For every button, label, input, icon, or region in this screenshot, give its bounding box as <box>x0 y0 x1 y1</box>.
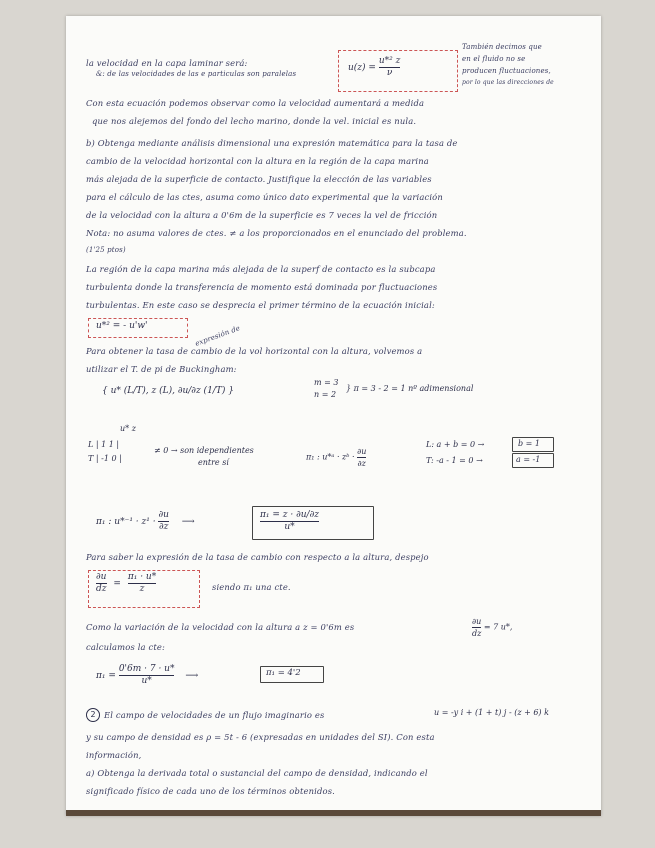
answer-line: Para saber la expresión de la tasa de cambio con respecto a la altura, despejo <box>86 552 429 562</box>
notebook-page <box>66 16 601 816</box>
frac-num: π₁ = z · ∂u/∂z <box>260 510 319 520</box>
pi-definition <box>306 446 366 469</box>
text-line: Con esta ecuación podemos observar como la velocidad aumentará a medida <box>86 98 425 108</box>
matrix-header: u* z <box>120 424 136 433</box>
frac-den: u* <box>284 522 295 532</box>
equation-velocity-laminar <box>348 56 400 79</box>
answer-line: La región de la capa marina más alejada de la superf de contacto es la subcapa <box>86 264 436 274</box>
result-a: a = -1 <box>516 455 541 464</box>
margin-note: expresión de <box>194 324 242 348</box>
answer-line: utilizar el T. de pi de Buckingham: <box>86 364 237 374</box>
frac-den: z <box>139 584 145 594</box>
question-line: para el cálculo de las ctes, asuma como único dato experimental que la variación <box>86 192 443 202</box>
result-b: b = 1 <box>518 439 540 448</box>
question-line: b) Obtenga mediante análisis dimensional una expresión matemática para la tasa de <box>86 138 458 148</box>
system-eq: T: -a - 1 = 0 → <box>426 456 483 465</box>
frac-num: ∂u <box>357 447 367 456</box>
answer-line: Para obtener la tasa de cambio de la vol horizontal con la altura, volvemos a <box>86 346 423 356</box>
system-eq: L: a + b = 0 → <box>426 440 485 449</box>
question-line: Nota: no asuma valores de ctes. ≠ a los proporcionados en el enunciado del problema. <box>86 228 467 238</box>
page-edge <box>66 810 601 816</box>
pi-fraction <box>357 446 366 469</box>
frac-den: u* <box>141 676 152 686</box>
frac-den: dz <box>96 584 107 594</box>
question-line: de la velocidad con la altura a 0'6m de la superficie es 7 veces la vel de fricción <box>86 210 438 220</box>
question-line: más alejada de la superficie de contacto. Justifique la elección de las variables <box>86 174 432 184</box>
variables-set: { u* (L/T), z (L), ∂u/∂z (1/T) } <box>102 386 234 396</box>
text-line: que nos alejemos del fondo del lecho marino, donde la vel. inicial es nula. <box>92 116 417 126</box>
eq-lhs: u(z) = <box>348 63 376 73</box>
answer-line: Como la variación de la velocidad con la altura a z = 0'6m es <box>86 622 355 632</box>
problem-line: información, <box>86 750 142 760</box>
pi-final <box>96 510 205 533</box>
calc-fraction <box>119 664 175 687</box>
pi-final-lhs: π₁ : u*⁻¹ · z¹ · <box>96 517 156 527</box>
answer-line: calculamos la cte: <box>86 642 165 652</box>
answer-line: siendo π₁ una cte. <box>212 582 291 592</box>
n-value: n = 2 <box>314 390 337 399</box>
pi-count: } π = 3 - 2 = 1 nº adimensional <box>346 384 474 393</box>
eq-denominator: ν <box>386 68 393 78</box>
frac-num: π₁ · u* <box>127 572 157 582</box>
calc-lhs: π₁ = <box>96 671 116 681</box>
m-value: m = 3 <box>314 378 339 387</box>
side-note: También decimos que <box>462 43 542 51</box>
arrow-icon: ⟶ <box>181 517 195 527</box>
dudz-inline-fraction <box>472 616 481 639</box>
text-line: la velocidad en la capa laminar será: <box>86 58 248 68</box>
frac-den: dz <box>472 629 482 638</box>
side-note: producen fluctuaciones, <box>462 67 551 75</box>
frac-num: ∂u <box>96 572 107 582</box>
eq-numerator: u*² z <box>378 56 401 66</box>
question-line: cambio de la velocidad horizontal con la altura en la región de la capa marina <box>86 156 429 166</box>
velocity-field: u = -y i + (1 + t) j - (z + 6) k <box>434 708 549 717</box>
answer-line: turbulenta donde la transferencia de momento está dominada por fluctuaciones <box>86 282 438 292</box>
problem-line: El campo de velocidades de un flujo imaginario es <box>104 710 325 720</box>
problem-line: significado físico de cada uno de los términos obtenidos. <box>86 786 335 796</box>
pi-lhs: π₁ : u*ᵃ · zᵇ · <box>306 452 355 462</box>
dudz-fraction <box>96 572 107 595</box>
matrix-row: L | 1 1 | <box>88 440 120 449</box>
pi-boxed-fraction <box>260 510 319 533</box>
determinant-note: ≠ 0 → son idependientes <box>154 446 254 455</box>
problem-number: 2 <box>86 708 100 722</box>
points-note: (1'25 ptos) <box>86 246 126 254</box>
pi-final-fraction <box>158 510 168 533</box>
dudz-inline <box>472 616 512 639</box>
answer-line: turbulentas. En este caso se desprecia el primer término de la ecuación inicial: <box>86 300 435 310</box>
dudz-inline-value: = 7 u*, <box>483 622 513 632</box>
matrix-row: T | -1 0 | <box>88 454 122 463</box>
side-note: en el fluido no se <box>462 55 526 63</box>
equation-turbulent: u*² = - u'w' <box>96 321 148 331</box>
constant-result: π₁ = 4'2 <box>266 668 301 678</box>
frac-num: ∂u <box>158 510 169 520</box>
problem-line: a) Obtenga la derivada total o sustancial del campo de densidad, indicando el <box>86 768 428 778</box>
frac-den: ∂z <box>357 459 366 468</box>
side-note: por lo que las direcciones de <box>462 79 554 86</box>
frac-num: ∂u <box>472 617 482 626</box>
frac-num: 0'6m · 7 · u* <box>118 664 175 674</box>
constant-calc <box>96 664 206 687</box>
dudz-equation: $\frac{\partial u}{dz}$ = $\frac{\text{π₁ · u*}}{z}$ <box>96 572 157 594</box>
determinant-note: entre sí <box>198 458 229 467</box>
arrow-icon: ⟶ <box>185 671 199 681</box>
text-line: &: de las velocidades de las e particulas son paralelas <box>96 70 297 78</box>
pi-boxed <box>260 510 319 533</box>
problem-line: y su campo de densidad es ρ = 5t - 6 (expresadas en unidades del SI). Con esta <box>86 732 435 742</box>
frac-den: ∂z <box>158 522 169 532</box>
dudz-rhs-fraction <box>128 572 156 595</box>
eq-fraction <box>379 56 401 79</box>
